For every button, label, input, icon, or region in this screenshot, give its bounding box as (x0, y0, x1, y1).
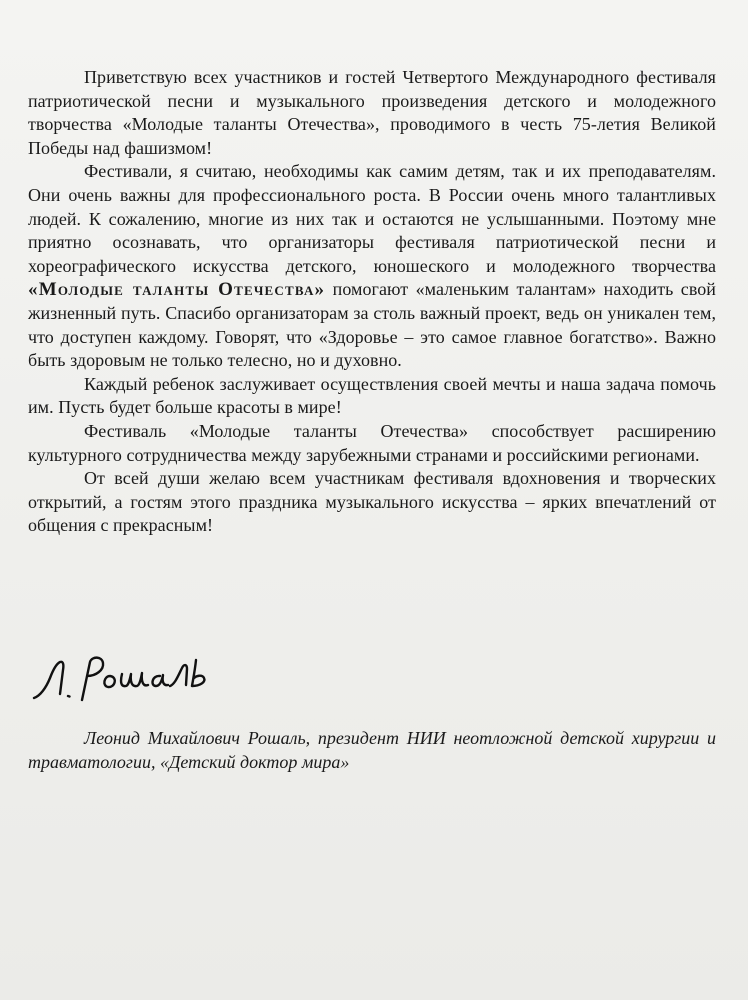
signer-caption (28, 727, 716, 774)
signer-text: Леонид Михайлович Рошаль, президент НИИ неотложной детской хирургии и травматологии, «Детский доктор мира» (28, 728, 716, 772)
letter-body (28, 66, 716, 538)
signature-icon (30, 650, 260, 712)
paragraph-greeting: Приветствую всех участников и гостей Четвертого Международного фестиваля патриотической песни и музыкального произведения детского и молодежного творчества «Молодые таланты Отечества», проводимого в честь 75-летия Великой Победы над фашизмом! (28, 67, 716, 158)
handwritten-signature (30, 650, 260, 712)
paragraph-wishes: От всей души желаю всем участникам фестиваля вдохновения и творческих открытий, а гостям этого праздника музыкального искусства – ярких впечатлений от общения с прекрасным! (28, 468, 716, 536)
paragraph-cooperation: Фестиваль «Молодые таланты Отечества» способствует расширению культурного сотрудничества между зарубежными странами и российскими регионами. (28, 420, 716, 465)
paragraph-festivals-text-2: помогают «маленьким талантам» находить свой жизненный путь. Спасибо организаторам за столь важный проект, ведь он уникален тем, что доступен каждому. Говорят, что «Здоровье – это самое главное богатство». Важно быть здоровым не только телесно, но и духовно. (28, 279, 716, 371)
festival-name: «Молодые таланты Отечества» (28, 279, 326, 301)
paragraph-festivals-text-1: Фестивали, я считаю, необходимы как самим детям, так и их преподавателям. Они очень важны для профессионального роста. В России очень много талантливых людей. К сожалению, многие из них так и остаются не услышанными. Поэтому мне приятно осознавать, что организаторы фестиваля патриотической песни и хореографического искусства детского, юношеского и молодежного творчества (28, 161, 716, 276)
paragraph-dream: Каждый ребенок заслуживает осуществления своей мечты и наша задача помочь им. Пусть будет больше красоты в мире! (28, 373, 716, 418)
paragraph-festivals (28, 160, 716, 372)
